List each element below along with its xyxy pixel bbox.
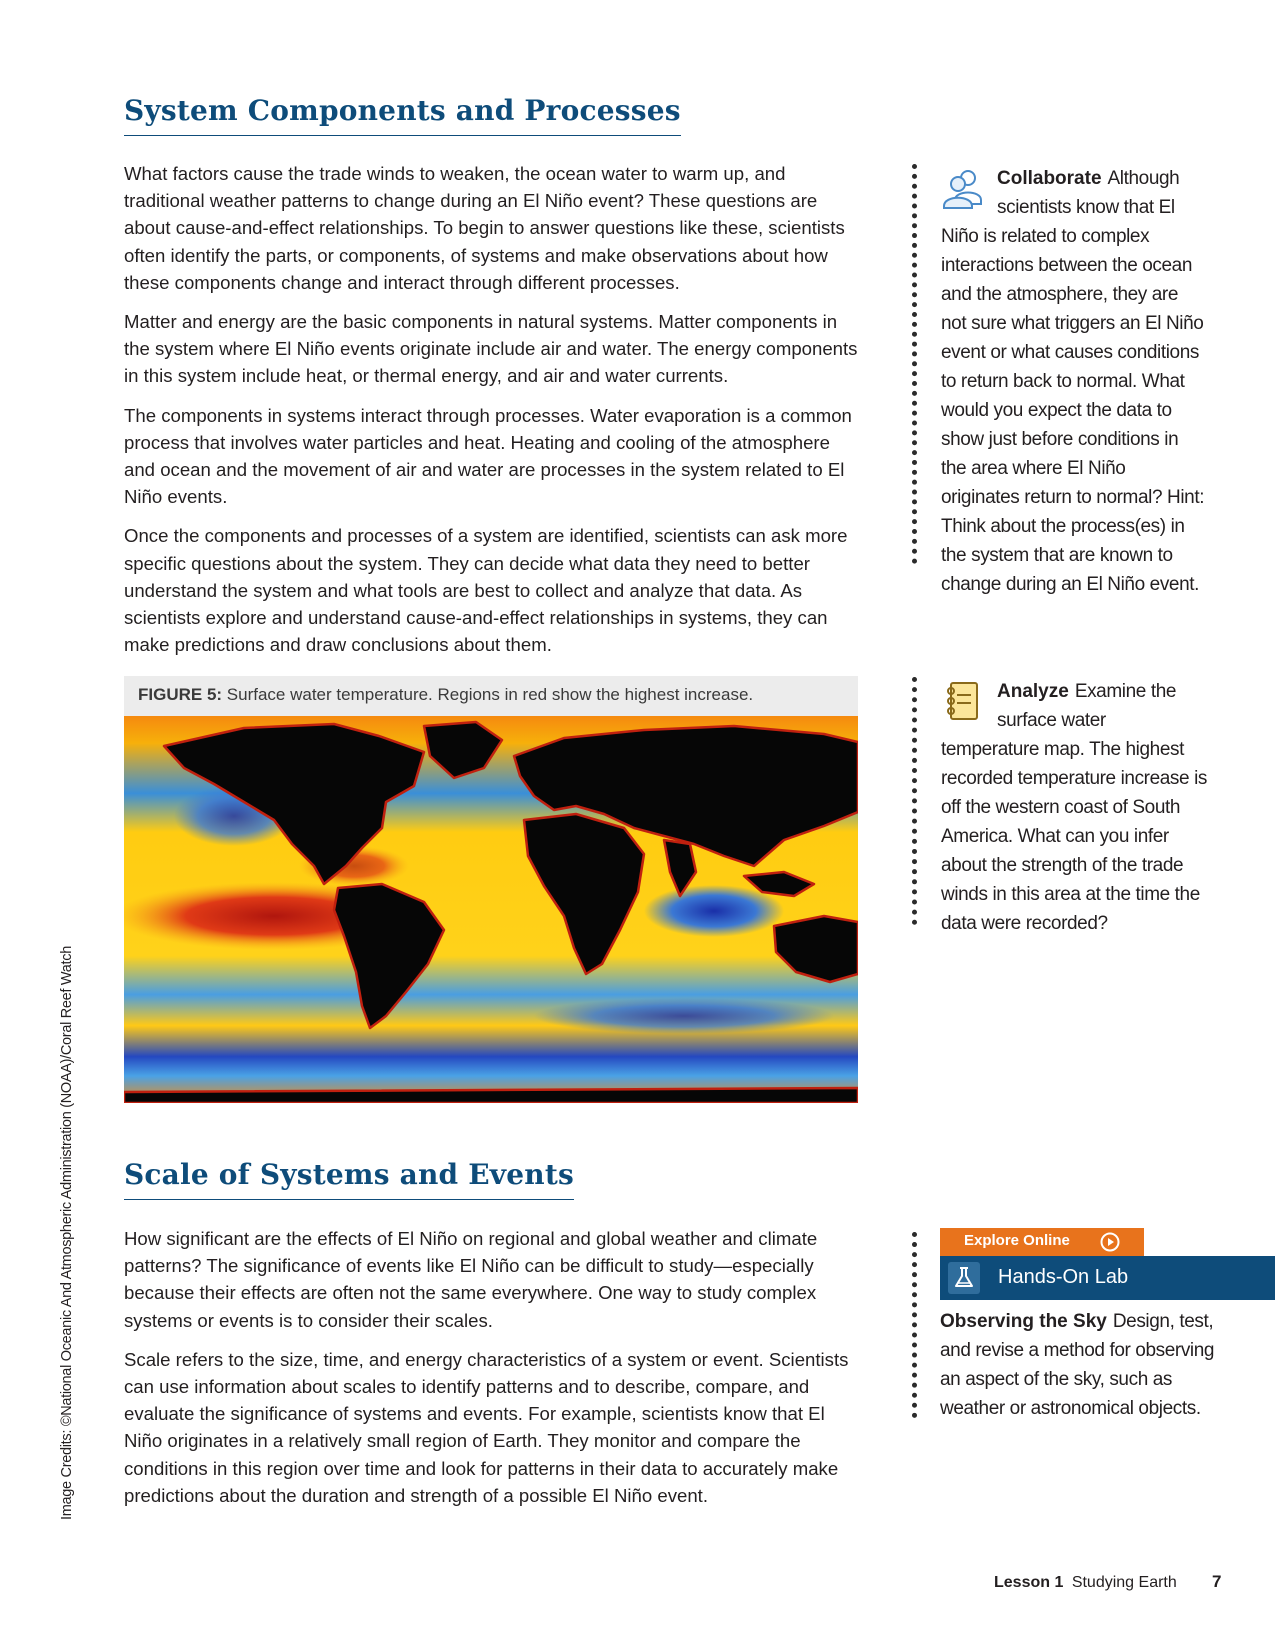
footer-lesson: Lesson 1	[994, 1574, 1064, 1591]
explore-online-label: Explore Online	[964, 1232, 1070, 1249]
notebook-icon	[941, 679, 985, 723]
paragraph: Scale refers to the size, time, and energy characteristics of a system or event. Scientists can use information about scales to identify patterns and to describe, compare, and evaluate the significance of systems and events. For example, scientists know that El Niño originates in a relatively small region of Earth. They monitor and compare the conditions in this region over time and look for patterns in their data to accurately make predictions about the duration and strength of a possible El Niño event.	[124, 1348, 849, 1506]
section1-body	[124, 160, 860, 670]
figure-caption-text: Surface water temperature. Regions in red show the highest increase.	[226, 685, 754, 704]
collaborate-text	[941, 164, 1208, 599]
figure-caption	[124, 676, 858, 716]
section-heading-components: System Components and Processes	[124, 94, 681, 136]
surface-temperature-map	[124, 716, 858, 1103]
analyze-title: Analyze	[997, 681, 1069, 702]
page-number: 7	[1212, 1572, 1222, 1591]
section-heading-scale: Scale of Systems and Events	[124, 1158, 574, 1200]
figure-5	[124, 676, 858, 1103]
analyze-body: Examine the surface water temperature map. The highest recorded temperature increase is off the western coast of South America. What can you infer about the strength of the trade winds in this area at the time the data were recorded?	[941, 681, 1208, 934]
page-footer	[994, 1574, 1177, 1592]
lab-description	[940, 1307, 1220, 1423]
paragraph: Matter and energy are the basic components in natural systems. Matter components in the system where El Niño events originate include air and water. The energy components in this system include heat, or thermal energy, and air and water currents.	[124, 311, 858, 387]
collaborate-title: Collaborate	[997, 168, 1102, 189]
section2-body	[124, 1225, 860, 1521]
hands-on-lab-bar[interactable]	[940, 1256, 1275, 1300]
explore-online-button[interactable]	[940, 1228, 1144, 1256]
people-icon	[941, 166, 985, 210]
footer-title: Studying Earth	[1071, 1574, 1177, 1591]
collaborate-box	[912, 164, 1208, 595]
paragraph: What factors cause the trade winds to weaken, the ocean water to warm up, and traditional weather patterns to change during an El Niño event? These questions are about cause-and-effect relationships. To begin to answer questions like these, scientists often identify the parts, or components, of systems and make observations about how these components change and interact through different processes.	[124, 163, 845, 293]
paragraph: Once the components and processes of a system are identified, scientists can ask more specific questions about the system. They can decide what data they need to better understand the system and what tools are best to collect and analyze that data. As scientists explore and understand cause-and-effect relationships in systems, they can make predictions and draw conclusions about them.	[124, 525, 848, 656]
figure-label: FIGURE 5:	[138, 685, 223, 704]
analyze-box	[912, 677, 1208, 934]
play-icon	[1100, 1232, 1120, 1252]
paragraph: How significant are the effects of El Niño on regional and global weather and climate patterns? The significance of events like El Niño can be difficult to study—especially because their effects are often not the same everywhere. One way to study complex systems or events is to consider their scales.	[124, 1228, 818, 1331]
hands-on-lab-label: Hands-On Lab	[998, 1266, 1129, 1288]
paragraph: The components in systems interact through processes. Water evaporation is a common process that involves water particles and heat. Heating and cooling of the atmosphere and ocean and the movement of air and water are processes in the system related to El Niño events.	[124, 404, 852, 508]
collaborate-body: Although scientists know that El Niño is related to complex interactions between the ocean and the atmosphere, they are not sure what triggers an El Niño event or what causes conditions to return back to normal. What would you expect the data to show just before conditions in the area where El Niño originates return to normal? Hint: Think about the process(es) in the system that are known to change during an El Niño event.	[941, 168, 1205, 595]
image-credit: Image Credits: ©National Oceanic And Atmospheric Administration (NOAA)/Coral Reef Watch	[59, 946, 75, 1520]
flask-icon	[948, 1262, 980, 1294]
lab-body: Design, test, and revise a method for observing an aspect of the sky, such as weather or astronomical objects.	[940, 1311, 1215, 1419]
lab-title: Observing the Sky	[940, 1311, 1107, 1332]
